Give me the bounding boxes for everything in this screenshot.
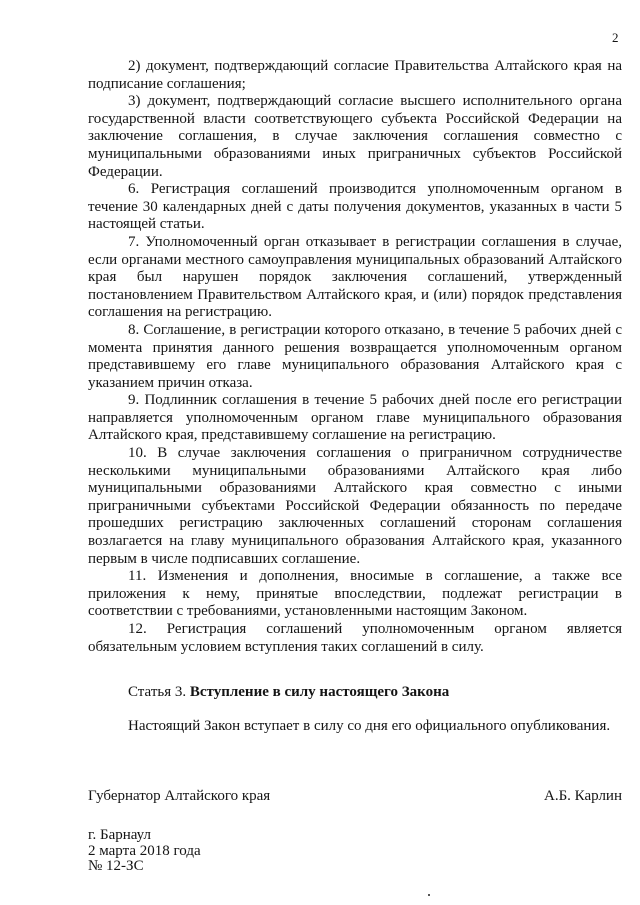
paragraph-item-2: 2) документ, подтверждающий согласие Правительства Алтайского края на подписание соглашения; [88, 58, 622, 92]
signing-date: 2 марта 2018 года [88, 842, 201, 859]
scan-speck [428, 894, 430, 896]
city: г. Барнаул [88, 827, 151, 843]
paragraph-part-6: 6. Регистрация соглашений производится уполномоченным органом в течение 30 календарных дней с даты получения документов, указанных в части 5 настоящей статьи. [88, 181, 622, 233]
law-body [88, 58, 622, 656]
paragraph-part-12: 12. Регистрация соглашений уполномоченным органом является обязательным условием вступления таких соглашений в силу. [88, 621, 622, 655]
signatory-position: Губернатор Алтайского края [88, 788, 271, 804]
place-date-block [88, 828, 201, 875]
signature-block [88, 787, 622, 805]
paragraph-part-8: 8. Соглашение, в регистрации которого отказано, в течение 5 рабочих дней с момента принятия данного решения возвращается уполномоченным органом представившему его главе муниципального образования Алтайского края с указанием причин отказа. [88, 321, 622, 391]
paragraph-part-7: 7. Уполномоченный орган отказывает в регистрации соглашения в случае, если органами местного самоуправления муниципальных образований Алтайского края был нарушен порядок заключения соглашений, утвержденный постановлением Правительством Алтайского края, и (или) порядок представления соглашения на регистрацию. [88, 233, 622, 321]
page-number: 2 [612, 30, 619, 45]
law-number: № 12-ЗС [88, 858, 144, 875]
article-3-label: Статья 3. [128, 684, 187, 700]
paragraph-item-3: 3) документ, подтверждающий согласие высшего исполнительного органа государственной власти соответствующего субъекта Российской Федерации на заключение соглашения, в случае заключения соглашения совместно с муниципальными образованиями иных приграничных субъектов Российской Федерации. [88, 93, 622, 180]
paragraph-part-9: 9. Подлинник соглашения в течение 5 рабочих дней после его регистрации направляется уполномоченным органом главе муниципального образования Алтайского края, представившему соглашение на регистрацию. [88, 392, 622, 444]
article-3-heading [128, 683, 449, 701]
article-3-text: Настоящий Закон вступает в силу со дня его официального опубликования. [128, 718, 611, 734]
signatory-name: А.Б. Карлин [543, 788, 622, 804]
paragraph-part-10: 10. В случае заключения соглашения о приграничном сотрудничестве несколькими муниципальными образованиями Алтайского края либо муниципальными образованиями Алтайского края совместно с иными приграничными субъектами Российской Федерации обязанность по передаче прошедших регистрацию заключенных соглашений сторонам соглашения возлагается на главу муниципального образования Алтайского края, указанного первым в числе подписавших соглашение. [88, 445, 622, 567]
paragraph-part-11: 11. Изменения и дополнения, вносимые в соглашение, а также все приложения к нему, принятые впоследствии, подлежат регистрации в соответствии с требованиями, установленными настоящим Законом. [88, 568, 622, 620]
article-3-title: Вступление в силу настоящего Закона [189, 684, 450, 700]
